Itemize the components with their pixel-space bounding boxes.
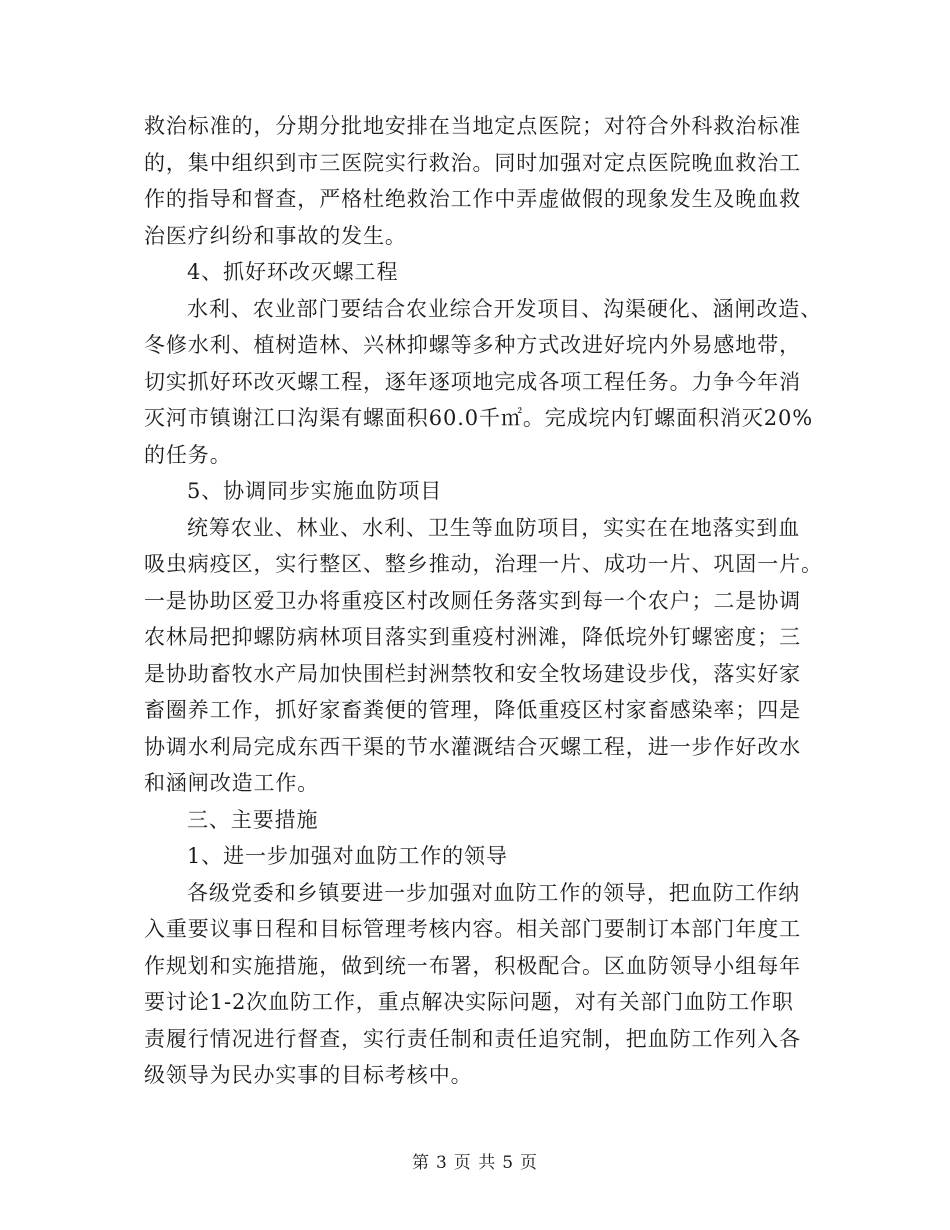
text-line: 和涵闸改造工作。: [144, 771, 320, 795]
text-line: 冬修水利、植树造林、兴林抑螺等多种方式改进好垸内外易感地带，: [144, 333, 801, 357]
document-body: [144, 108, 823, 1094]
text-line: 灭河市镇谢江口沟渠有螺面积60.0千㎡。完成垸内钉螺面积消灭20%: [144, 406, 814, 430]
text-line: 1、进一步加强对血防工作的领导: [187, 844, 508, 868]
page-footer: [0, 1148, 950, 1173]
text-line: 农林局把抑螺防病林项目落实到重疫村洲滩，降低垸外钉螺密度；三: [144, 625, 801, 649]
total-pages-number: 5: [502, 1153, 515, 1173]
text-line: 救治标准的，分期分批地安排在当地定点医院；对符合外科救治标准: [144, 114, 801, 138]
current-page-number: 3: [435, 1153, 448, 1173]
text-line: 级领导为民办实事的目标考核中。: [144, 1063, 473, 1087]
text-line: 吸虫病疫区，实行整区、整乡推动，治理一片、成功一片、巩固一片。: [144, 552, 823, 576]
text-line: 协调水利局完成东西干渠的节水灌溉结合灭螺工程，进一步作好改水: [144, 734, 801, 759]
text-line: 三、主要措施: [187, 807, 319, 832]
text-line: 要讨论1-2次血防工作，重点解决实际问题，对有关部门血防工作职: [144, 990, 794, 1014]
text-line: 5、协调同步实施血防项目: [187, 479, 443, 503]
text-line: 畜圈养工作，抓好家畜粪便的管理，降低重疫区村家畜感染率；四是: [144, 698, 801, 722]
text-line: 的，集中组织到市三医院实行救治。同时加强对定点医院晚血救治工: [144, 150, 801, 175]
text-line: 各级党委和乡镇要进一步加强对血防工作的领导，把血防工作纳: [187, 880, 801, 905]
text-line: 的任务。: [144, 442, 232, 467]
text-line: 是协助畜牧水产局加快围栏封洲禁牧和安全牧场建设步伐，落实好家: [144, 661, 801, 686]
text-line: 4、抓好环改灭螺工程: [187, 260, 399, 284]
text-line: 一是协助区爱卫办将重疫区村改厕任务落实到每一个农户；二是协调: [144, 588, 801, 613]
text-line: 切实抓好环改灭螺工程，逐年逐项地完成各项工程任务。力争今年消: [144, 369, 801, 394]
footer-suffix: 页: [520, 1153, 539, 1173]
text-line: 统筹农业、林业、水利、卫生等血防项目，实实在在地落实到血: [187, 515, 801, 540]
text-line: 作的指导和督查，严格杜绝救治工作中弄虚做假的现象发生及晚血救: [144, 187, 801, 211]
text-line: 水利、农业部门要结合农业综合开发项目、沟渠硬化、涵闸改造、: [187, 296, 823, 321]
text-line: 责履行情况进行督查，实行责任制和责任追究制，把血防工作列入各: [144, 1026, 801, 1051]
footer-middle: 页 共: [453, 1153, 497, 1173]
text-line: 作规划和实施措施，做到统一布署，积极配合。区血防领导小组每年: [144, 953, 801, 978]
text-line: 入重要议事日程和目标管理考核内容。相关部门要制订本部门年度工: [144, 917, 801, 941]
text-line: 治医疗纠纷和事故的发生。: [144, 223, 407, 248]
footer-prefix: 第: [411, 1153, 430, 1173]
